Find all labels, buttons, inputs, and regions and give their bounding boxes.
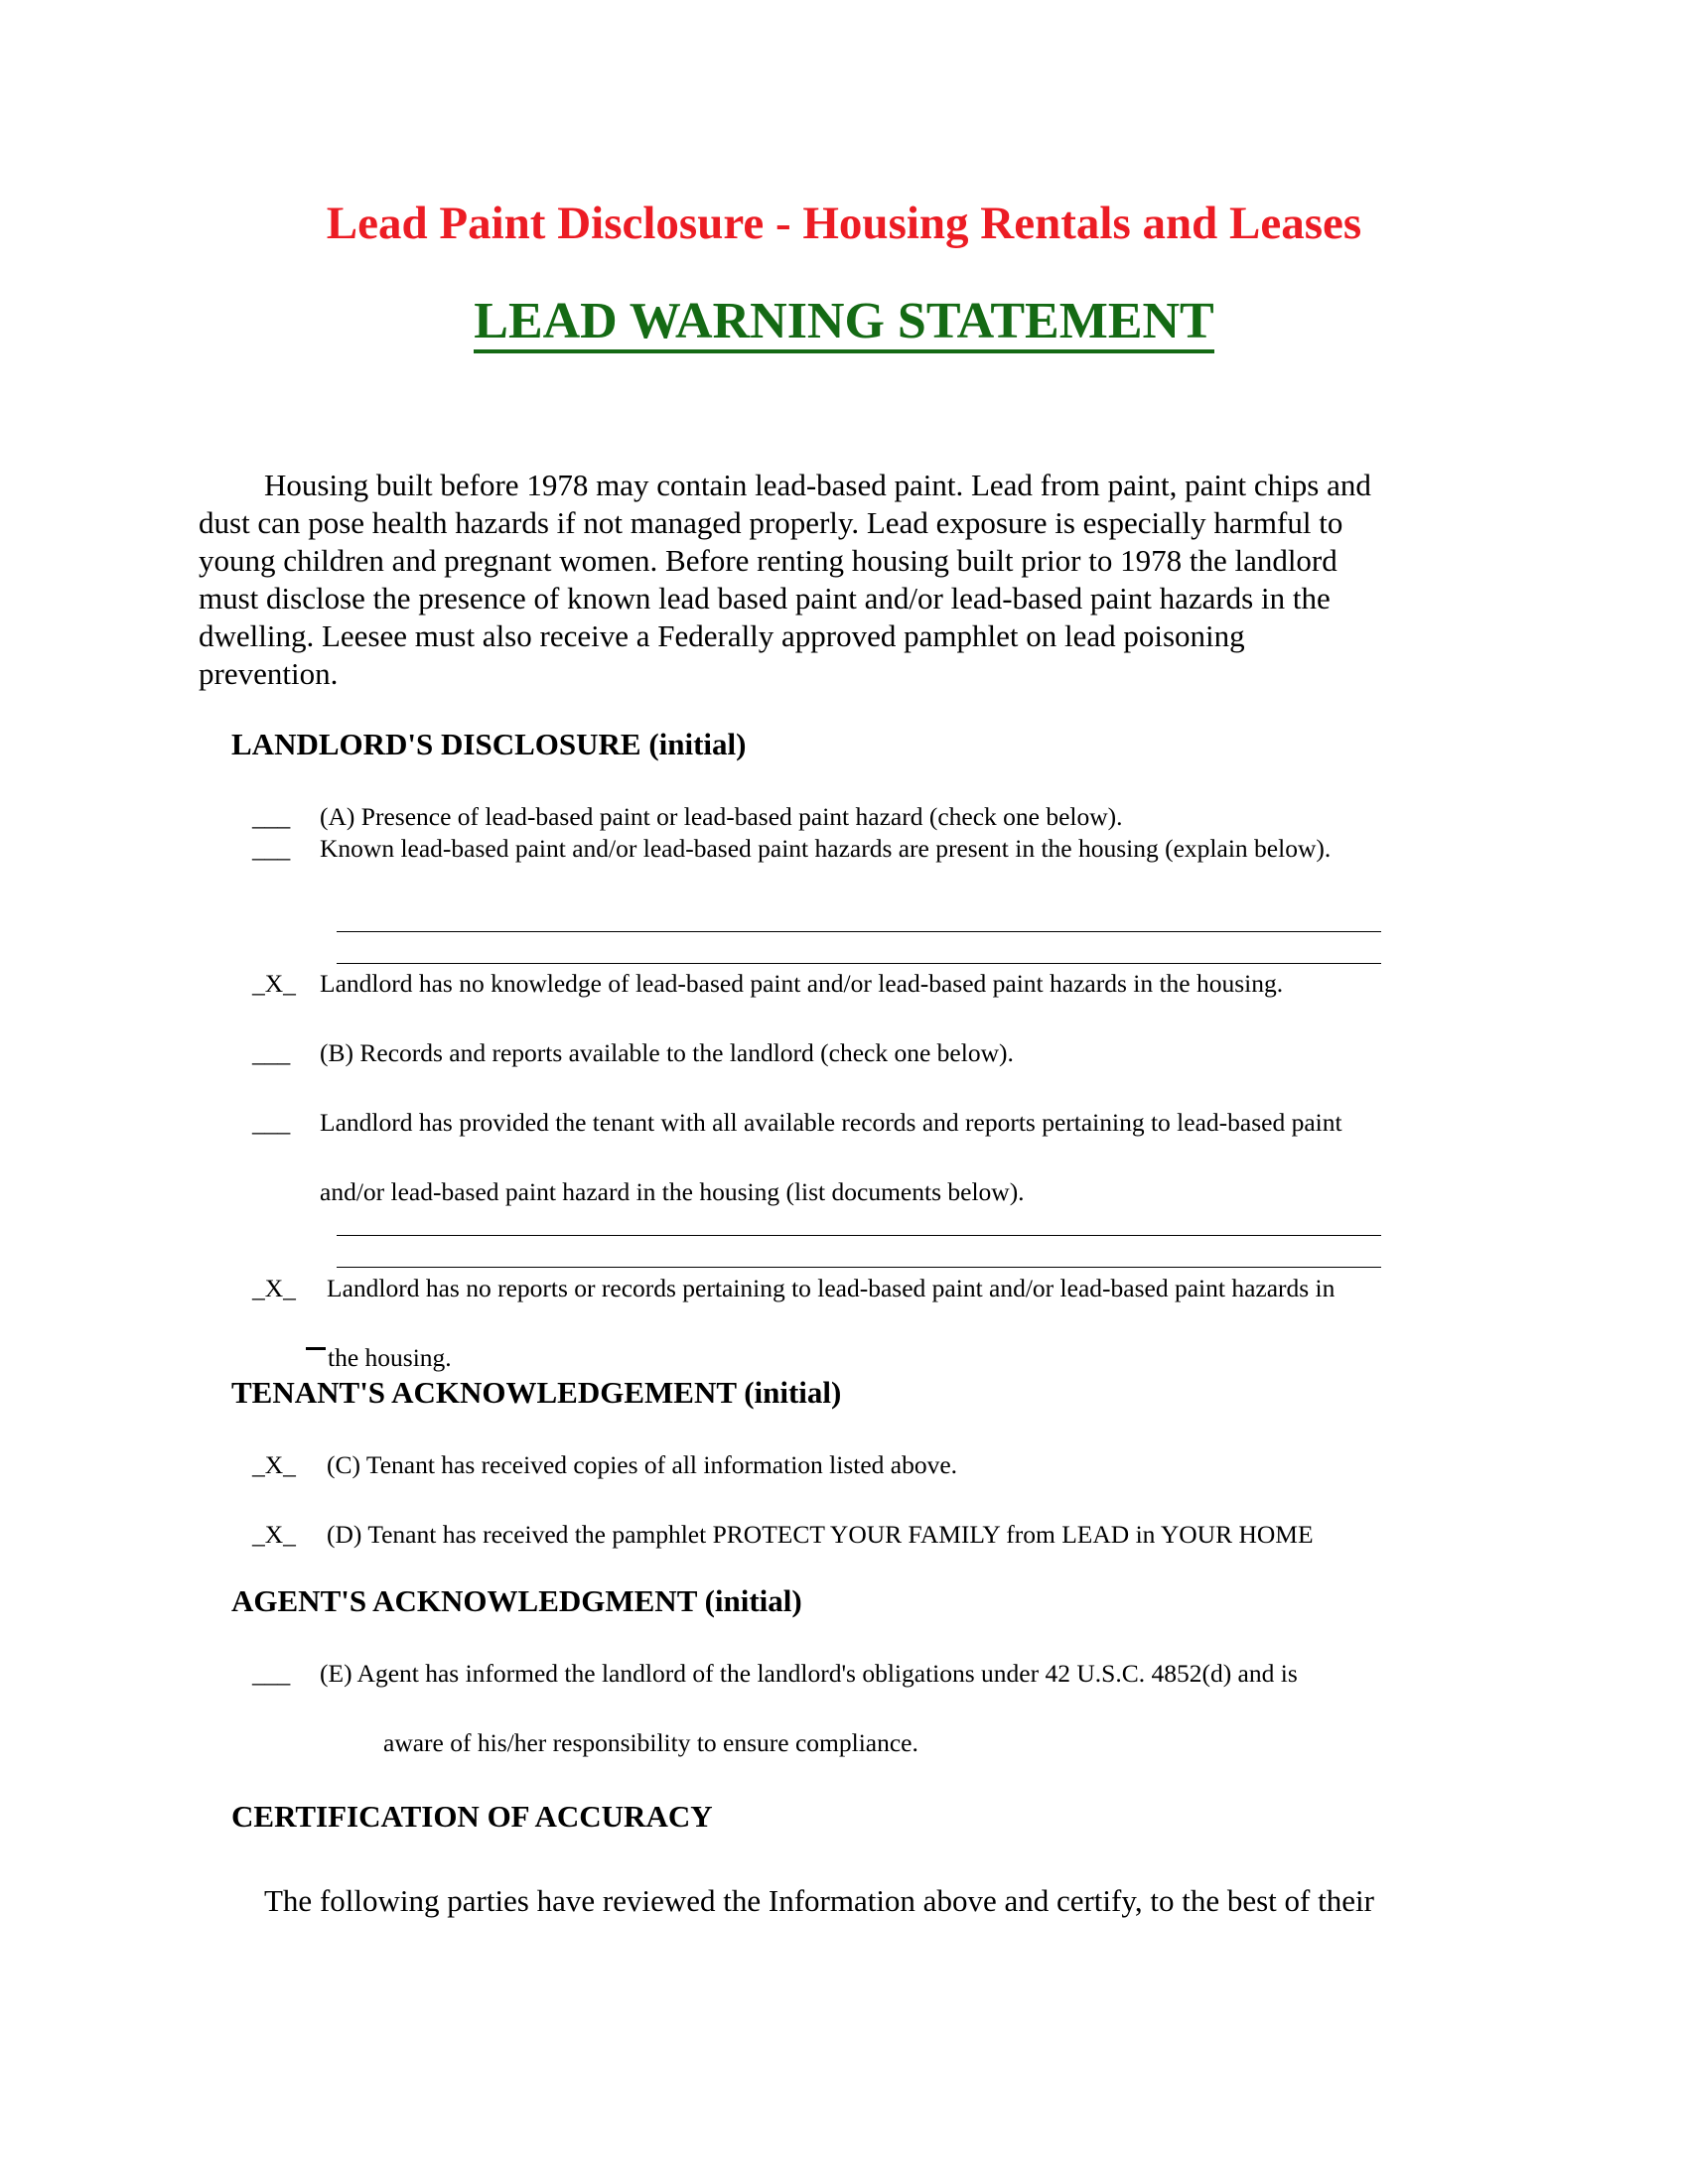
initial-item-c[interactable]: _X_	[252, 1450, 296, 1479]
no-knowledge-text: Landlord has no knowledge of lead-based paint and/or lead-based paint hazards in the housing.	[320, 969, 1284, 998]
agent-acknowledgment-heading: AGENT'S ACKNOWLEDGMENT (initial)	[231, 1583, 802, 1618]
documents-line-2[interactable]	[337, 1267, 1381, 1268]
intro-line: dwelling. Leesee must also receive a Federally approved pamphlet on lead poisoning	[199, 618, 1245, 653]
item-c-text: (C) Tenant has received copies of all information listed above.	[327, 1450, 958, 1479]
initial-blank-known-present[interactable]: ___	[252, 834, 291, 863]
lead-warning-heading	[0, 292, 1688, 350]
no-records-text-line1: Landlord has no reports or records pertaining to lead-based paint and/or lead-based paint hazards in	[327, 1274, 1336, 1302]
lead-warning-heading-text: LEAD WARNING STATEMENT	[474, 293, 1213, 353]
intro-line: young children and pregnant women. Before renting housing built prior to 1978 the landlord	[199, 543, 1337, 578]
intro-line: prevention.	[199, 656, 339, 691]
certification-text: The following parties have reviewed the Information above and certify, to the best of their	[264, 1883, 1374, 1918]
tenant-acknowledgement-heading: TENANT'S ACKNOWLEDGEMENT (initial)	[231, 1375, 842, 1410]
intro-line: dust can pose health hazards if not managed properly. Lead exposure is especially harmful to	[199, 505, 1343, 540]
explain-line-2[interactable]	[337, 963, 1381, 964]
initial-item-d[interactable]: _X_	[252, 1520, 296, 1549]
intro-line: Housing built before 1978 may contain lead-based paint. Lead from paint, paint chips and	[264, 468, 1371, 502]
initial-blank-b[interactable]: ___	[252, 1038, 291, 1067]
provided-records-text-line1: Landlord has provided the tenant with all available records and reports pertaining to lead-based paint	[320, 1108, 1342, 1137]
item-e-text-line2: aware of his/her responsibility to ensure compliance.	[383, 1728, 918, 1757]
initial-no-knowledge[interactable]: _X_	[252, 969, 296, 998]
item-a-text: (A) Presence of lead-based paint or lead-based paint hazard (check one below).	[320, 802, 1123, 831]
known-present-text: Known lead-based paint and/or lead-based paint hazards are present in the housing (explain below).	[320, 834, 1332, 863]
document-title: Lead Paint Disclosure - Housing Rentals and Leases	[326, 198, 1362, 249]
provided-records-text-line2: and/or lead-based paint hazard in the housing (list documents below).	[320, 1177, 1025, 1206]
item-e-text-line1: (E) Agent has informed the landlord of the landlord's obligations under 42 U.S.C. 4852(d) and is	[320, 1659, 1298, 1688]
initial-blank-e[interactable]: ___	[252, 1659, 291, 1688]
certification-heading: CERTIFICATION OF ACCURACY	[231, 1799, 713, 1834]
intro-paragraph	[199, 467, 1489, 693]
item-d-text: (D) Tenant has received the pamphlet PROTECT YOUR FAMILY from LEAD in YOUR HOME	[327, 1520, 1314, 1549]
documents-line-1[interactable]	[337, 1235, 1381, 1236]
initial-blank-a[interactable]: ___	[252, 802, 291, 831]
intro-line: must disclose the presence of known lead based paint and/or lead-based paint hazards in the	[199, 581, 1331, 615]
initial-no-records[interactable]: _X_	[252, 1274, 296, 1302]
stray-dash	[306, 1347, 326, 1350]
landlord-disclosure-heading: LANDLORD'S DISCLOSURE (initial)	[231, 727, 747, 761]
initial-blank-provided-records[interactable]: ___	[252, 1108, 291, 1137]
no-records-text-line2: the housing.	[328, 1343, 452, 1372]
item-b-text: (B) Records and reports available to the landlord (check one below).	[320, 1038, 1014, 1067]
explain-line-1[interactable]	[337, 931, 1381, 932]
